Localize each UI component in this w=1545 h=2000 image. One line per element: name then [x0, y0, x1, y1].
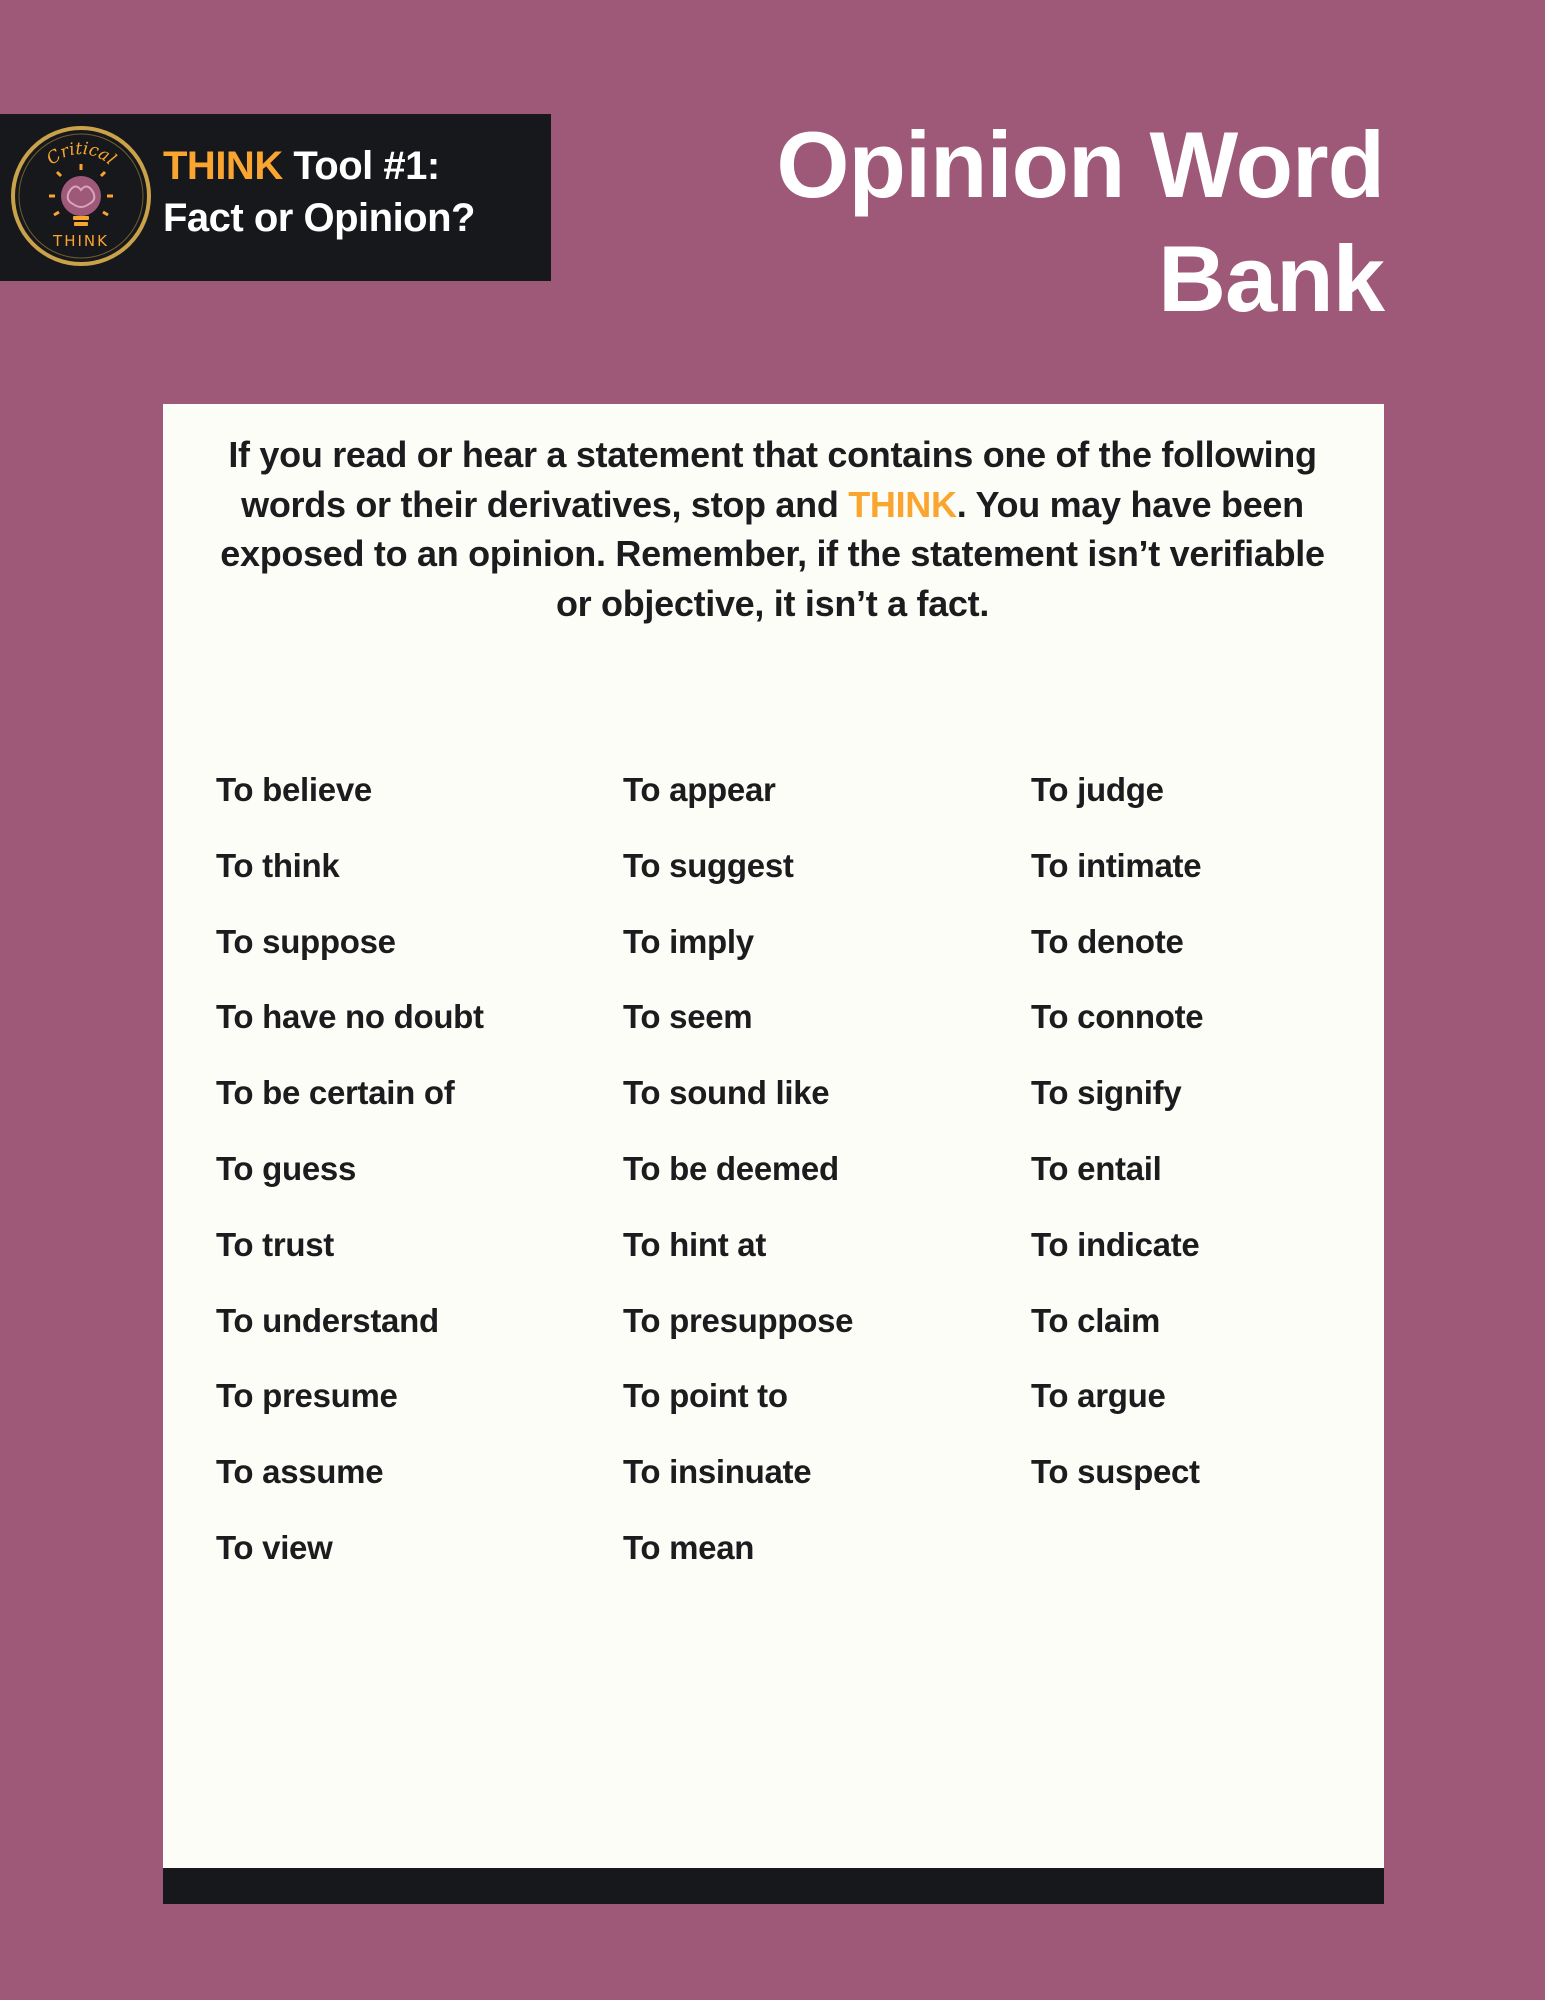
tool-title-rest: Tool #1:	[282, 144, 440, 188]
word-item: To suggest	[623, 846, 794, 884]
word-bank-column-1	[216, 762, 484, 1596]
word-item: To mean	[623, 1528, 755, 1566]
word-item: To denote	[1031, 922, 1184, 960]
word-item: To have no doubt	[216, 998, 484, 1036]
logo-text-bottom: THINK	[53, 232, 109, 250]
word-item: To understand	[216, 1301, 439, 1339]
tool-subtitle: Fact or Opinion?	[163, 196, 475, 240]
word-item: To entail	[1031, 1149, 1162, 1187]
word-item: To judge	[1031, 771, 1164, 808]
tool-title	[163, 140, 475, 244]
intro-text-part2: . You may have been exposed to an opinion. Remember, if the statement isn’t verifiable or objective, it isn’t a fact.	[220, 483, 1325, 624]
page-title-line2: Bank	[1158, 226, 1384, 331]
word-item: To view	[216, 1528, 333, 1566]
word-item: To indicate	[1031, 1225, 1200, 1263]
word-item: To assume	[216, 1453, 384, 1491]
intro-text-part1: If you read or hear a statement that contains one of the following words or their derivatives, stop and	[228, 434, 1317, 525]
card-footer-bar	[163, 1868, 1384, 1904]
word-item: To be certain of	[216, 1074, 455, 1112]
word-item: To guess	[216, 1149, 357, 1187]
word-item: To presuppose	[623, 1301, 854, 1339]
word-item: To suspect	[1031, 1453, 1200, 1491]
word-item: To seem	[623, 998, 753, 1036]
word-item: To point to	[623, 1377, 788, 1415]
word-item: To argue	[1031, 1377, 1166, 1415]
word-item: To be deemed	[623, 1149, 839, 1187]
critical-think-logo	[9, 124, 153, 268]
word-item: To trust	[216, 1225, 334, 1263]
word-item: To connote	[1031, 998, 1204, 1036]
page-title	[624, 108, 1384, 336]
tool-title-line1	[163, 140, 475, 192]
tool-title-highlight: THINK	[163, 144, 283, 188]
word-bank-column-2	[623, 762, 853, 1596]
logo-text-top: Critical	[43, 138, 120, 170]
word-item: To sound like	[623, 1074, 830, 1112]
word-bank-column-3	[1031, 762, 1203, 1520]
word-item: To claim	[1031, 1301, 1161, 1339]
word-item: To signify	[1031, 1074, 1182, 1112]
word-item: To hint at	[623, 1225, 767, 1263]
word-item: To presume	[216, 1377, 398, 1415]
word-item: To think	[216, 846, 340, 884]
intro-highlight: THINK	[848, 483, 957, 525]
word-item: To intimate	[1031, 846, 1202, 884]
word-item: To appear	[623, 771, 776, 808]
word-item: To believe	[216, 771, 372, 808]
intro-paragraph	[220, 430, 1325, 628]
page-title-line1: Opinion Word	[776, 112, 1384, 217]
word-item: To suppose	[216, 922, 396, 960]
word-item: To imply	[623, 922, 754, 960]
word-item: To insinuate	[623, 1453, 812, 1491]
